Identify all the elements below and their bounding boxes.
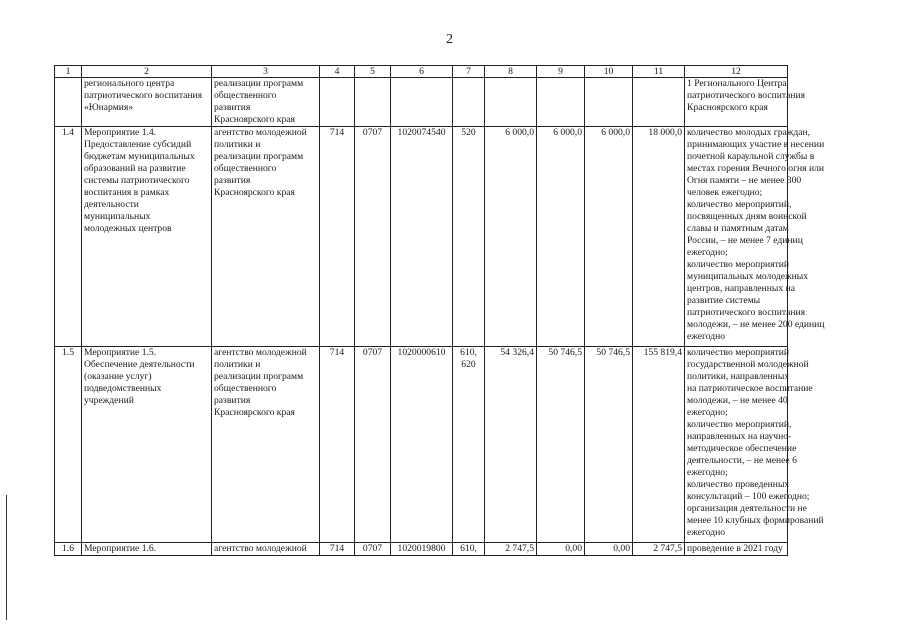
cell-line: молодежи, – не менее 200 единиц: [687, 319, 825, 330]
cell-line: Красноярского края: [214, 407, 295, 418]
cell-line: подведомственных: [84, 383, 162, 394]
cell-line: Мероприятие 1.6.: [84, 543, 157, 554]
cell-line: ежегодно;: [687, 247, 728, 258]
cell-line: методическое обеспечение: [687, 443, 797, 454]
table-cell-c7: [453, 78, 485, 127]
cell-line: принимающих участие в несении: [687, 139, 825, 150]
cell-line: общественного: [214, 163, 277, 174]
cell-line: 1 Регионального Центра: [687, 78, 787, 89]
cell-line: Предоставление субсидий: [84, 139, 192, 150]
table-row: [55, 347, 788, 543]
table-cell-c10: 50 746,5: [585, 347, 633, 543]
col-header-10: 10: [585, 66, 633, 78]
table-cell-c7: 520: [453, 127, 485, 347]
cell-line: реализации программ: [214, 151, 304, 162]
table-cell-c8: 54 326,4: [485, 347, 537, 543]
table-cell-c6: 1020019800: [391, 543, 453, 556]
col-header-12: 12: [685, 66, 788, 78]
cell-line: деятельности: [84, 199, 139, 210]
table-cell-c4: 714: [320, 543, 355, 556]
col-header-1: 1: [55, 66, 82, 78]
table-cell-c2: [82, 347, 212, 543]
cell-line: количество молодых граждан,: [687, 127, 811, 138]
page-number: 2: [446, 32, 453, 47]
col-header-2: 2: [82, 66, 212, 78]
cell-line: количество проведенных: [687, 479, 790, 490]
table-cell-c10: 6 000,0: [585, 127, 633, 347]
table-cell-c11: 155 819,4: [633, 347, 685, 543]
cell-line: агентство молодежной: [214, 127, 307, 138]
table-cell-c9: [537, 78, 585, 127]
table-cell-c11: 2 747,5: [633, 543, 685, 556]
table-cell-c6: 1020000610: [391, 347, 453, 543]
cell-line: патриотического воспитания: [687, 90, 806, 101]
cell-line: реализации программ: [214, 78, 304, 89]
cell-line: ежегодно: [687, 331, 726, 342]
col-header-4: 4: [320, 66, 355, 78]
table-cell-c1: 1.4: [55, 127, 82, 347]
cell-line: общественного: [214, 383, 277, 394]
col-header-9: 9: [537, 66, 585, 78]
table-row: [55, 78, 788, 127]
cell-line: консультаций – 100 ежегодно;: [687, 491, 810, 502]
cell-line: ежегодно: [687, 527, 726, 538]
cell-line: образований на развитие: [84, 163, 186, 174]
table-cell-c1: 1.6: [55, 543, 82, 556]
table-cell-c2: [82, 543, 212, 556]
col-header-11: 11: [633, 66, 685, 78]
table-row: [55, 127, 788, 347]
col-header-7: 7: [453, 66, 485, 78]
table-cell-c4: 714: [320, 347, 355, 543]
cell-line: направленных на научно-: [687, 431, 792, 442]
table-cell-c8: [485, 78, 537, 127]
header-row: [55, 66, 788, 78]
cell-line: агентство молодежной: [214, 347, 307, 358]
cell-line: агентство молодежной: [214, 543, 307, 554]
table-row: [55, 543, 788, 556]
cell-line: на патриотическое воспитание: [687, 383, 813, 394]
cell-line: общественного: [214, 90, 277, 101]
cell-line: деятельности, – не менее 6: [687, 455, 797, 466]
col-header-8: 8: [485, 66, 537, 78]
cell-line: развития: [214, 395, 251, 406]
cell-line: «Юнармия»: [84, 102, 134, 113]
cell-line: 610,: [460, 543, 477, 554]
table-cell-c2: [82, 78, 212, 127]
table-cell-c10: 0,00: [585, 543, 633, 556]
table-cell-c5: 0707: [355, 543, 391, 556]
table-cell-c5: 0707: [355, 347, 391, 543]
table-cell-c4: 714: [320, 127, 355, 347]
cell-line: количество мероприятий: [687, 259, 790, 270]
cell-line: бюджетам муниципальных: [84, 151, 195, 162]
cell-line: 610,: [460, 347, 477, 358]
cell-line: Мероприятие 1.4.: [84, 127, 157, 138]
col-header-6: 6: [391, 66, 453, 78]
cell-line: патриотического воспитания: [687, 307, 806, 318]
cell-line: воспитания в рамках: [84, 187, 170, 198]
cell-line: Мероприятие 1.5.: [84, 347, 157, 358]
col-header-5: 5: [355, 66, 391, 78]
table-cell-c1: 1.5: [55, 347, 82, 543]
cell-line: посвященных дням воинской: [687, 211, 807, 222]
cell-line: патриотического воспитания: [84, 90, 203, 101]
cell-line: центров, направленных на: [687, 283, 795, 294]
cell-line: 620: [461, 359, 476, 370]
cell-line: учреждений: [84, 395, 134, 406]
cell-line: организация деятельности не: [687, 503, 807, 514]
cell-line: человек ежегодно;: [687, 187, 763, 198]
margin-mark: [6, 495, 7, 620]
table-cell-c12: [685, 543, 788, 556]
cell-line: системы патриотического: [84, 175, 190, 186]
table-cell-c3: [212, 78, 320, 127]
cell-line: государственной молодежной: [687, 359, 809, 370]
table-cell-c8: 2 747,5: [485, 543, 537, 556]
table-cell-c3: [212, 347, 320, 543]
cell-line: развития: [214, 102, 251, 113]
cell-line: муниципальных: [84, 211, 151, 222]
cell-line: Обеспечение деятельности: [84, 359, 195, 370]
table-cell-c3: [212, 543, 320, 556]
table-cell-c2: [82, 127, 212, 347]
cell-line: развитие системы: [687, 295, 761, 306]
table-cell-c10: [585, 78, 633, 127]
cell-line: (оказание услуг): [84, 371, 152, 382]
table-cell-c6: [391, 78, 453, 127]
table-cell-c12: [685, 78, 806, 127]
table-cell-c9: 0,00: [537, 543, 585, 556]
cell-line: молодежных центров: [84, 223, 172, 234]
col-header-3: 3: [212, 66, 320, 78]
table-cell-c11: 18 000,0: [633, 127, 685, 347]
table-cell-c6: 1020074540: [391, 127, 453, 347]
cell-line: России, – не менее 7 единиц: [687, 235, 803, 246]
table-cell-c9: 6 000,0: [537, 127, 585, 347]
cell-line: политики, направленных: [687, 371, 790, 382]
cell-line: количество мероприятий: [687, 347, 790, 358]
table-cell-c12: [685, 347, 824, 543]
cell-line: регионального центра: [84, 78, 175, 89]
cell-line: молодежи, – не менее 40: [687, 395, 788, 406]
cell-line: почетной караульной службы в: [687, 151, 815, 162]
cell-line: местах горения Вечного огня или: [687, 163, 825, 174]
cell-line: политики и: [214, 359, 261, 370]
cell-line: количество мероприятий,: [687, 199, 792, 210]
cell-line: Красноярского края: [214, 114, 295, 125]
cell-line: Красноярского края: [687, 102, 768, 113]
cell-line: муниципальных молодежных: [687, 271, 809, 282]
table-cell-c1: [55, 78, 82, 127]
table-cell-c8: 6 000,0: [485, 127, 537, 347]
cell-line: ежегодно;: [687, 467, 728, 478]
table-cell-c5: 0707: [355, 127, 391, 347]
cell-line: Огня памяти – не менее 300: [687, 175, 802, 186]
cell-line: количество мероприятий,: [687, 419, 792, 430]
cell-line: реализации программ: [214, 371, 304, 382]
table-cell-c11: [633, 78, 685, 127]
cell-line: славы и памятным датам: [687, 223, 789, 234]
cell-line: Красноярского края: [214, 187, 295, 198]
cell-line: проведение в 2021 году: [687, 543, 783, 554]
table-cell-c7: [453, 347, 485, 543]
cell-line: политики и: [214, 139, 261, 150]
cell-line: ежегодно;: [687, 407, 728, 418]
cell-line: менее 10 клубных формирований: [687, 515, 824, 526]
table-cell-c5: [355, 78, 391, 127]
cell-line: развития: [214, 175, 251, 186]
table-cell-c7: [453, 543, 485, 556]
program-table: [54, 65, 825, 556]
table-cell-c3: [212, 127, 320, 347]
table-cell-c12: [685, 127, 825, 347]
table-cell-c4: [320, 78, 355, 127]
table-cell-c9: 50 746,5: [537, 347, 585, 543]
